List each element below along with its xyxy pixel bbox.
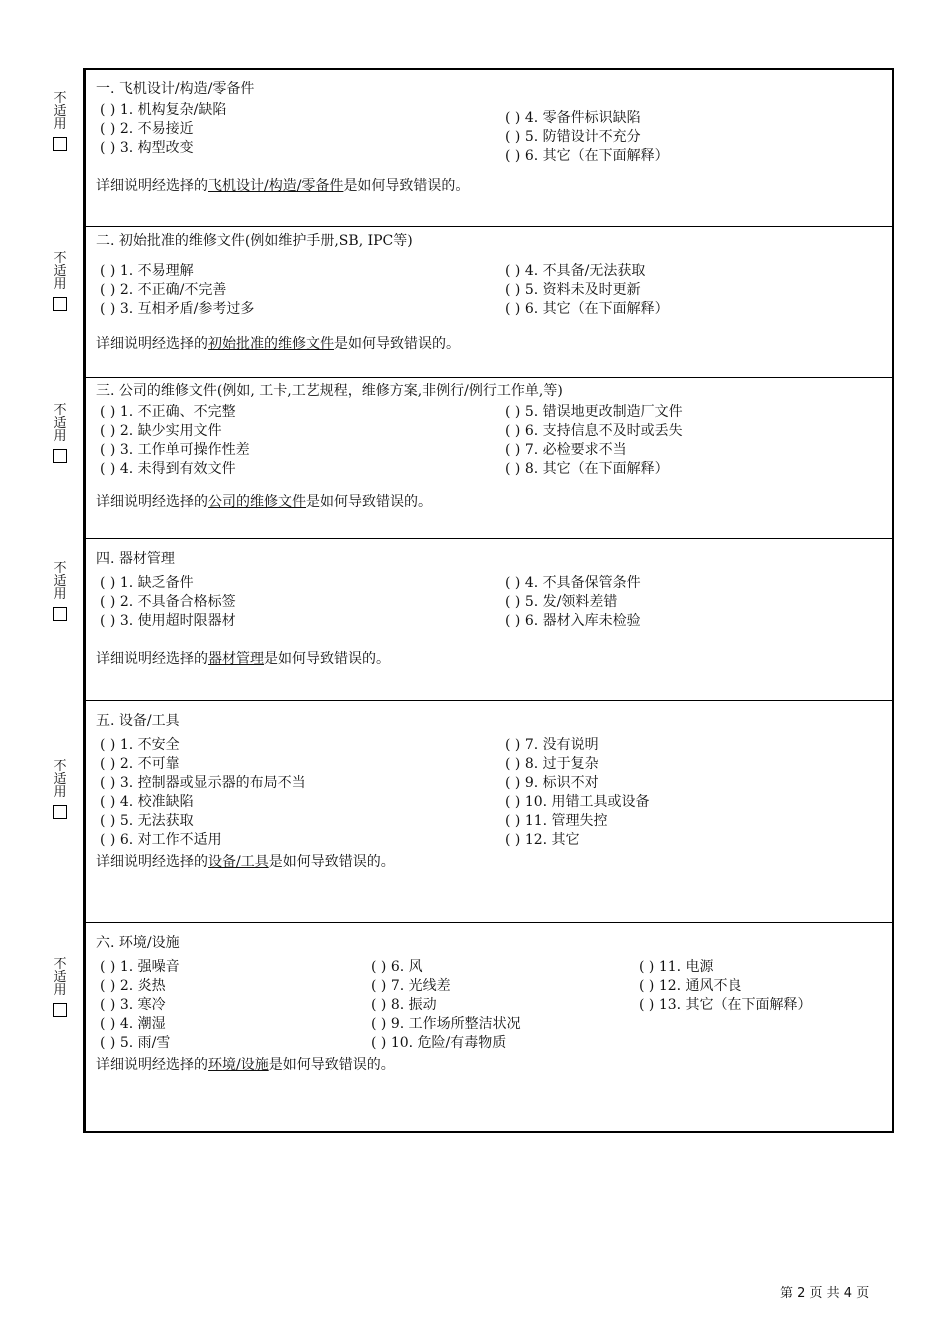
option-item[interactable]: ( ) 8. 其它（在下面解释） [505,461,669,477]
option-item[interactable]: ( ) 13. 其它（在下面解释） [639,997,812,1013]
na-char: 适 [53,104,67,119]
section-aircraft-design [86,70,892,227]
na-char: 适 [53,574,67,589]
section-title: 二. 初始批准的维修文件(例如维护手册,SB, IPC等) [96,233,413,249]
na-marker-5 [50,760,70,819]
option-item[interactable]: ( ) 3. 互相矛盾/参考过多 [100,301,255,317]
explain-term: 飞机设计/构造/零备件 [208,178,344,194]
option-item[interactable]: ( ) 5. 错误地更改制造厂文件 [505,404,683,420]
na-char: 不 [53,403,67,418]
explain-pre: 详细说明经选择的 [96,1057,208,1073]
options-col-1 [100,403,250,479]
na-char: 适 [53,772,67,787]
section-title: 一. 飞机设计/构造/零备件 [96,81,255,97]
explain-prompt [96,333,460,353]
option-item[interactable]: ( ) 3. 使用超时限器材 [100,613,236,629]
option-item[interactable]: ( ) 11. 电源 [639,959,714,975]
page-number: 第 2 页 共 4 页 [780,1286,870,1301]
na-char: 用 [53,785,67,800]
explain-prompt [96,1054,395,1074]
option-item[interactable]: ( ) 10. 用错工具或设备 [505,794,650,810]
form-frame [83,68,894,1133]
options-col-1 [100,958,180,1053]
options-col-3 [639,958,812,1015]
option-item[interactable]: ( ) 7. 光线差 [371,978,451,994]
options-col-2 [505,262,669,319]
options-col-1 [100,262,254,319]
explain-term: 环境/设施 [208,1057,269,1073]
na-checkbox-3[interactable] [53,449,67,463]
explain-prompt [96,851,395,871]
option-item[interactable]: ( ) 3. 工作单可操作性差 [100,442,250,458]
option-item[interactable]: ( ) 3. 构型改变 [100,140,194,156]
explain-prompt [96,175,469,195]
option-item[interactable]: ( ) 6. 其它（在下面解释） [505,148,669,164]
option-item[interactable]: ( ) 7. 没有说明 [505,737,599,753]
na-char: 不 [53,251,67,266]
explain-post: 是如何导致错误的。 [306,494,432,510]
explain-term: 器材管理 [208,651,264,667]
explain-pre: 详细说明经选择的 [96,494,208,510]
na-char: 适 [53,416,67,431]
option-item[interactable]: ( ) 1. 缺乏备件 [100,575,194,591]
na-char: 用 [53,983,67,998]
option-item[interactable]: ( ) 5. 无法获取 [100,813,194,829]
option-item[interactable]: ( ) 6. 器材入库未检验 [505,613,641,629]
explain-prompt [96,491,432,511]
explain-post: 是如何导致错误的。 [268,854,395,870]
option-item[interactable]: ( ) 4. 不具备保管条件 [505,575,641,591]
option-item[interactable]: ( ) 2. 不易接近 [100,121,194,137]
na-marker-2 [50,252,70,311]
na-char: 适 [53,970,67,985]
option-item[interactable]: ( ) 1. 不安全 [100,737,180,753]
option-item[interactable]: ( ) 5. 资料未及时更新 [505,282,641,298]
options-col-1 [100,101,226,158]
options-col-1 [100,736,306,850]
na-marker-3 [50,404,70,463]
option-item[interactable]: ( ) 2. 不正确/不完善 [100,282,227,298]
option-item[interactable]: ( ) 11. 管理失控 [505,813,608,829]
option-item[interactable]: ( ) 5. 发/领料差错 [505,594,618,610]
explain-pre: 详细说明经选择的 [96,178,208,194]
na-char: 用 [53,117,67,132]
na-checkbox-6[interactable] [53,1003,67,1017]
option-item[interactable]: ( ) 4. 校准缺陷 [100,794,194,810]
options-col-2 [371,958,521,1053]
option-item[interactable]: ( ) 8. 过于复杂 [505,756,599,772]
explain-term: 公司的维修文件 [208,494,306,510]
option-item[interactable]: ( ) 4. 潮湿 [100,1016,166,1032]
option-item[interactable]: ( ) 2. 不可靠 [100,756,180,772]
section-environment-facilities [86,923,892,1131]
explain-pre: 详细说明经选择的 [96,336,208,352]
option-item[interactable]: ( ) 3. 寒冷 [100,997,166,1013]
option-item[interactable]: ( ) 9. 工作场所整洁状况 [371,1016,521,1032]
options-col-2 [505,736,650,850]
option-item[interactable]: ( ) 6. 支持信息不及时或丢失 [505,423,683,439]
option-item[interactable]: ( ) 2. 炎热 [100,978,166,994]
section-equipment-tools [86,701,892,923]
na-char: 适 [53,264,67,279]
option-item[interactable]: ( ) 2. 缺少实用文件 [100,423,222,439]
section-materials [86,539,892,701]
na-char: 用 [53,429,67,444]
na-char: 不 [53,957,67,972]
na-checkbox-5[interactable] [53,805,67,819]
option-item[interactable]: ( ) 7. 必检要求不当 [505,442,627,458]
explain-post: 是如何导致错误的。 [343,178,470,194]
explain-post: 是如何导致错误的。 [268,1057,395,1073]
explain-prompt [96,648,390,668]
option-item[interactable]: ( ) 5. 雨/雪 [100,1035,171,1051]
na-checkbox-2[interactable] [53,297,67,311]
section-title: 三. 公司的维修文件(例如, 工卡,工艺规程，维修方案,非例行/例行工作单,等) [96,383,563,399]
section-title: 五. 设备/工具 [96,713,180,729]
option-item[interactable]: ( ) 10. 危险/有毒物质 [371,1035,507,1051]
option-item[interactable]: ( ) 6. 风 [371,959,423,975]
option-item[interactable]: ( ) 6. 对工作不适用 [100,832,222,848]
explain-term: 设备/工具 [208,854,269,870]
section-title: 六. 环境/设施 [96,935,180,951]
explain-post: 是如何导致错误的。 [264,651,390,667]
option-item[interactable]: ( ) 4. 未得到有效文件 [100,461,236,477]
option-item[interactable]: ( ) 12. 其它 [505,832,580,848]
explain-term: 初始批准的维修文件 [208,336,334,352]
option-item[interactable]: ( ) 9. 标识不对 [505,775,599,791]
option-item[interactable]: ( ) 6. 其它（在下面解释） [505,301,669,317]
explain-pre: 详细说明经选择的 [96,854,208,870]
na-char: 不 [53,561,67,576]
na-checkbox-4[interactable] [53,607,67,621]
option-item[interactable]: ( ) 1. 机构复杂/缺陷 [100,102,227,118]
na-marker-4 [50,562,70,621]
na-marker-6 [50,958,70,1017]
option-item[interactable]: ( ) 1. 强噪音 [100,959,180,975]
options-col-2 [505,403,683,479]
explain-pre: 详细说明经选择的 [96,651,208,667]
na-char: 用 [53,587,67,602]
na-char: 不 [53,759,67,774]
na-checkbox-1[interactable] [53,137,67,151]
section-title: 四. 器材管理 [96,551,175,567]
option-item[interactable]: ( ) 1. 不易理解 [100,263,194,279]
option-item[interactable]: ( ) 4. 不具备/无法获取 [505,263,646,279]
explain-post: 是如何导致错误的。 [334,336,460,352]
option-item[interactable]: ( ) 3. 控制器或显示器的布局不当 [100,775,306,791]
options-col-1 [100,574,236,631]
option-item[interactable]: ( ) 8. 振动 [371,997,437,1013]
option-item[interactable]: ( ) 12. 通风不良 [639,978,742,994]
section-initial-docs [86,227,892,378]
options-col-2 [505,574,641,631]
na-char: 用 [53,277,67,292]
option-item[interactable]: ( ) 5. 防错设计不充分 [505,129,641,145]
options-col-2 [505,109,669,166]
option-item[interactable]: ( ) 1. 不正确、不完整 [100,404,236,420]
option-item[interactable]: ( ) 4. 零备件标识缺陷 [505,110,641,126]
option-item[interactable]: ( ) 2. 不具备合格标签 [100,594,236,610]
na-char: 不 [53,91,67,106]
section-company-docs [86,378,892,539]
na-marker-1 [50,92,70,151]
